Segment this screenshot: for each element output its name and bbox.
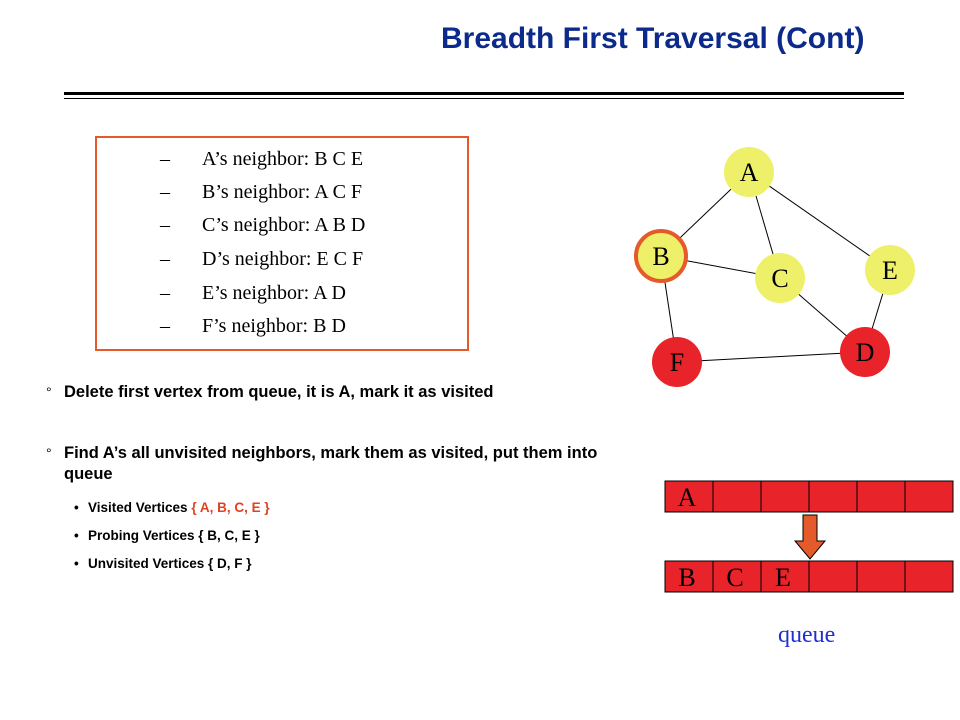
graph-node-label: D xyxy=(855,338,875,367)
queue-after-cell xyxy=(905,561,953,592)
queue-diagram xyxy=(660,475,960,605)
neighbor-line: – A’s neighbor: B C E xyxy=(160,148,364,170)
queue-before-cell xyxy=(761,481,809,512)
title-rule xyxy=(64,92,904,95)
graph-node-E xyxy=(865,245,915,295)
graph-node-A xyxy=(724,147,774,197)
queue-after-cell xyxy=(809,561,857,592)
graph-node-F xyxy=(652,337,702,387)
neighbor-line: – B’s neighbor: A C F xyxy=(160,181,363,203)
graph-node-C xyxy=(755,253,805,303)
neighbor-line: – C’s neighbor: A B D xyxy=(160,214,366,236)
queue-after-value: C xyxy=(726,563,744,592)
dequeue-arrow xyxy=(795,515,825,559)
sub-bullet-visited: • Visited Vertices { A, B, C, E } xyxy=(74,500,270,515)
graph-node-B xyxy=(636,231,686,281)
queue-before-cell xyxy=(857,481,905,512)
graph-node-D xyxy=(840,327,890,377)
graph-edge-FD xyxy=(677,352,865,362)
queue-before-cell xyxy=(905,481,953,512)
graph-diagram xyxy=(600,130,940,400)
sub-bullet-probing: • Probing Vertices { B, C, E } xyxy=(74,528,260,543)
title-rule-thin xyxy=(64,98,904,99)
neighbor-line: – F’s neighbor: B D xyxy=(160,315,346,337)
queue-before-value: A xyxy=(677,483,697,512)
graph-node-label: A xyxy=(739,158,759,187)
neighbor-line: – E’s neighbor: A D xyxy=(160,282,346,304)
queue-label: queue xyxy=(778,622,836,648)
graph-node-label: B xyxy=(652,242,670,271)
graph-node-label: E xyxy=(882,256,898,285)
graph-node-label: F xyxy=(669,348,685,377)
slide-title: Breadth First Traversal (Cont) xyxy=(441,22,865,55)
queue-before-cell xyxy=(713,481,761,512)
neighbor-line: – D’s neighbor: E C F xyxy=(160,248,364,270)
queue-after-value: B xyxy=(678,563,696,592)
sub-bullet-unvisited: • Unvisited Vertices { D, F } xyxy=(74,556,252,571)
queue-before-cell xyxy=(809,481,857,512)
queue-after-value: E xyxy=(775,563,791,592)
graph-node-label: C xyxy=(771,264,789,293)
queue-after-cell xyxy=(857,561,905,592)
